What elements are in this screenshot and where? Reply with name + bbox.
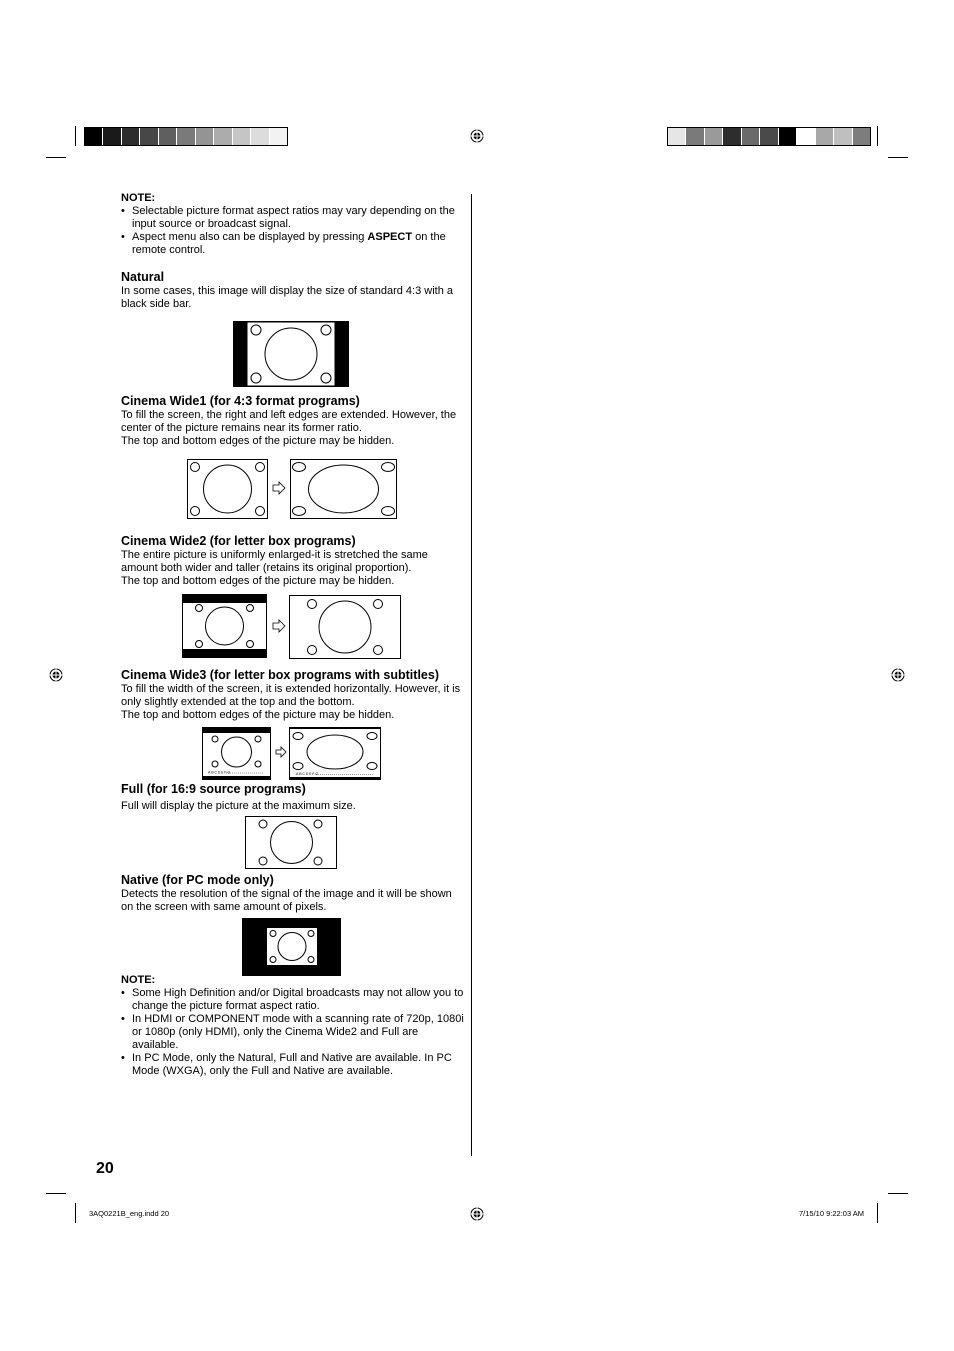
cinema-wide3-diagram — [202, 727, 384, 781]
registration-mark-icon — [470, 129, 484, 143]
color-swatch — [270, 128, 287, 145]
page-number: 20 — [96, 1160, 114, 1177]
color-swatch — [196, 128, 214, 145]
color-swatch — [797, 128, 815, 145]
note-item: • Selectable picture format aspect ratios may vary depending on the input source or broadcast signal. — [121, 205, 466, 231]
note-heading: NOTE: — [121, 974, 156, 986]
svg-text:ABCDEFG: ABCDEFG — [208, 770, 231, 775]
section-body-cinema-wide2: The entire picture is uniformly enlarged-it is stretched the same amount both wider and taller (retains its original proportion). The top and bottom edges of the picture may be hidden. — [121, 549, 428, 587]
arrow-right-icon — [273, 620, 285, 632]
crop-mark — [877, 1203, 878, 1223]
color-swatch — [140, 128, 158, 145]
note-list — [121, 205, 466, 257]
arrow-right-icon — [273, 482, 285, 494]
registration-mark-icon — [470, 1207, 484, 1221]
note-block-bottom — [121, 974, 466, 1078]
section-title-native: Native (for PC mode only) — [121, 873, 274, 887]
color-swatch — [723, 128, 741, 145]
color-swatch — [177, 128, 195, 145]
section-body-full: Full will display the picture at the maximum size. — [121, 800, 356, 812]
color-swatch — [251, 128, 269, 145]
section-title-cinema-wide2: Cinema Wide2 (for letter box programs) — [121, 534, 356, 548]
section-title-cinema-wide3: Cinema Wide3 (for letter box programs with subtitles) — [121, 668, 439, 682]
note-item: • Some High Definition and/or Digital broadcasts may not allow you to change the picture format aspect ratio. — [121, 987, 466, 1013]
color-swatch — [686, 128, 704, 145]
color-swatch — [159, 128, 177, 145]
crop-mark — [75, 126, 76, 146]
column-divider — [471, 194, 472, 1156]
section-body-natural: In some cases, this image will display the size of standard 4:3 with a black side bar. — [121, 285, 453, 310]
color-swatch — [85, 128, 103, 145]
color-swatch — [122, 128, 140, 145]
full-diagram — [245, 816, 339, 870]
cinema-wide1-diagram — [187, 458, 399, 520]
section-title-natural: Natural — [121, 270, 165, 284]
native-diagram — [242, 918, 342, 977]
note-item: • In PC Mode, only the Natural, Full and Native are available. In PC Mode (WXGA), only the Full and Native are available. — [121, 1052, 466, 1078]
color-swatch — [214, 128, 232, 145]
color-swatch — [742, 128, 760, 145]
color-calibration-bar-left — [84, 127, 288, 146]
cinema-wide2-diagram — [182, 594, 402, 660]
crop-mark — [46, 1193, 66, 1194]
section-title-full: Full (for 16:9 source programs) — [121, 782, 306, 796]
crop-mark — [46, 157, 66, 158]
footer-file-name: 3AQ0221B_eng.indd 20 — [89, 1209, 170, 1218]
note-block-top — [121, 192, 466, 257]
color-swatch — [853, 128, 870, 145]
color-calibration-bar-right — [667, 127, 871, 146]
svg-text:ABCDEFG: ABCDEFG — [296, 772, 319, 776]
color-swatch — [816, 128, 834, 145]
note-heading: NOTE: — [121, 192, 156, 204]
note-list — [121, 987, 466, 1078]
registration-mark-icon — [49, 668, 63, 682]
color-swatch — [668, 128, 686, 145]
natural-diagram — [233, 321, 349, 387]
crop-mark — [877, 126, 878, 146]
color-swatch — [233, 128, 251, 145]
color-swatch — [103, 128, 121, 145]
color-swatch — [705, 128, 723, 145]
crop-mark — [75, 1203, 76, 1223]
note-item: • Aspect menu also can be displayed by pressing ASPECT on the remote control. — [121, 231, 466, 257]
color-swatch — [834, 128, 852, 145]
color-swatch — [779, 128, 797, 145]
note-item: • In HDMI or COMPONENT mode with a scanning rate of 720p, 1080i or 1080p (only HDMI), only the Cinema Wide2 and Full are available. — [121, 1013, 466, 1052]
color-swatch — [760, 128, 778, 145]
crop-mark — [888, 1193, 908, 1194]
arrow-right-icon — [276, 747, 286, 757]
section-body-cinema-wide1: To fill the screen, the right and left edges are extended. However, the center of the picture remains near its former ratio. The top and bottom edges of the picture may be hidden. — [121, 409, 457, 447]
registration-mark-icon — [891, 668, 905, 682]
section-body-cinema-wide3: To fill the width of the screen, it is extended horizontally. However, it is only slightly extended at the top and the bottom. The top and bottom edges of the picture may be hidden. — [121, 683, 461, 721]
section-body-native: Detects the resolution of the signal of the image and it will be shown on the screen with same amount of pixels. — [121, 888, 452, 913]
crop-mark — [888, 157, 908, 158]
footer-timestamp: 7/15/10 9:22:03 AM — [799, 1209, 865, 1218]
section-title-cinema-wide1: Cinema Wide1 (for 4:3 format programs) — [121, 394, 360, 408]
